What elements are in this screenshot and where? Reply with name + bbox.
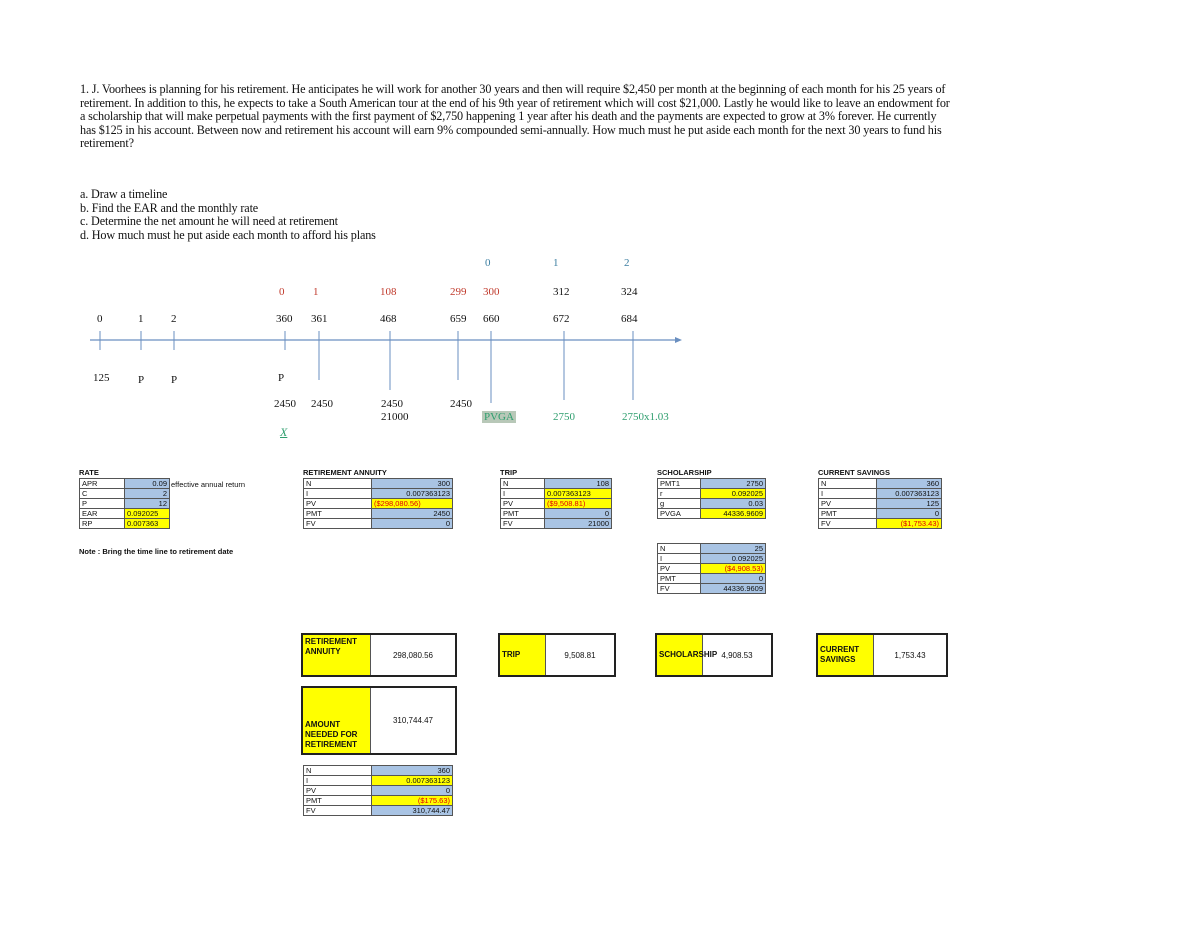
- tl-top-blue-2: 2: [624, 257, 630, 269]
- summary-trip: TRIP 9,508.81: [498, 633, 616, 677]
- current-savings-table: [818, 478, 942, 529]
- summary-amount-needed: AMOUNT NEEDED FOR RETIREMENT 310,744.47: [301, 686, 457, 755]
- scholarship-pv-table: [657, 543, 766, 594]
- scholarship-title: SCHOLARSHIP: [657, 468, 712, 477]
- tl-main-660: 660: [483, 313, 500, 325]
- tl-top-blue-1: 1: [553, 257, 559, 269]
- retirement-annuity-title: RETIREMENT ANNUITY: [303, 468, 387, 477]
- table-row: N 360: [819, 479, 942, 489]
- table-row: PMT1 2750: [658, 479, 766, 489]
- tl-red-1: 1: [313, 286, 319, 298]
- table-row: r 0.092025: [658, 489, 766, 499]
- tl-main-659: 659: [450, 313, 467, 325]
- tl-p-2: P: [171, 374, 178, 386]
- table-row: N 108: [501, 479, 612, 489]
- table-row: I 0.007363123: [819, 489, 942, 499]
- table-row: PV ($9,508.81): [501, 499, 612, 509]
- table-row: RP 0.007363: [80, 519, 170, 529]
- tl-red-299: 299: [450, 286, 467, 298]
- table-row: I 0.007363123: [501, 489, 612, 499]
- table-row: PV ($4,908.53): [658, 564, 766, 574]
- table-row: PMT ($175.63): [304, 796, 453, 806]
- table-row: FV ($1,753.43): [819, 519, 942, 529]
- problem-statement: [80, 83, 950, 151]
- tl-flow-2750: 2750: [553, 411, 575, 423]
- table-row: PV 125: [819, 499, 942, 509]
- table-row: FV 44336.9609: [658, 584, 766, 594]
- table-row: I 0.007363123: [304, 776, 453, 786]
- question-b: b. Find the EAR and the monthly rate: [80, 200, 259, 215]
- table-row: PV 0: [304, 786, 453, 796]
- tl-top-324: 324: [621, 286, 638, 298]
- table-row: N 360: [304, 766, 453, 776]
- tl-flow-468: 2450: [381, 398, 403, 410]
- rate-note: Note : Bring the time line to retirement date: [79, 547, 234, 556]
- table-row: FV 21000: [501, 519, 612, 529]
- current-savings-title: CURRENT SAVINGS: [818, 468, 890, 477]
- table-row: APR 0.09: [80, 479, 170, 489]
- table-row: P 12: [80, 499, 170, 509]
- tl-main-2: 2: [171, 313, 177, 325]
- rate-table: [79, 478, 170, 529]
- tl-flow-659: 2450: [450, 398, 472, 410]
- tl-main-468: 468: [380, 313, 397, 325]
- rate-title: RATE: [79, 468, 99, 477]
- tl-start-125: 125: [93, 372, 110, 384]
- trip-title: TRIP: [500, 468, 518, 477]
- tl-main-0: 0: [97, 313, 103, 325]
- table-row: PV ($298,080.56): [304, 499, 453, 509]
- tl-x-label: X: [280, 425, 288, 439]
- question-d: d. How much must he put aside each month to afford his plans: [80, 227, 376, 242]
- table-row: PMT 0: [658, 574, 766, 584]
- tl-p-360: P: [278, 372, 285, 384]
- tl-flow-trip: 21000: [381, 411, 409, 423]
- retirement-annuity-table: [303, 478, 453, 529]
- problem-text: 1. J. Voorhees is planning for his retirement. He anticipates he will work for another 30 years and then will require $2,450 per month at the beginning of each month for his 25 years of retirement. In addition to this, he expects to take a South American tour at the end of his 9th year of retirement which will cost $21,000. Lastly he would like to leave an endowment for a scholarship that will make perpetual payments with the first payment of $2,750 happening 1 year after his death and the payments are expected to grow at 3% forever. He currently has $125 in his account. Between now and retirement his account will earn 9% compounded semi-annually. How much must he put aside each month for the next 30 years to fund his retirement?: [80, 82, 950, 151]
- table-row: g 0.03: [658, 499, 766, 509]
- question-list: [80, 188, 376, 242]
- table-row: PMT 0: [501, 509, 612, 519]
- summary-current-savings: CURRENT SAVINGS 1,753.43: [816, 633, 948, 677]
- table-row: FV 310,744.47: [304, 806, 453, 816]
- tl-pvga-label: PVGA: [484, 411, 514, 423]
- tl-main-1: 1: [138, 313, 144, 325]
- final-pmt-table: [303, 765, 453, 816]
- rate-side-note: effective annual return: [171, 480, 246, 489]
- table-row: I 0.007363123: [304, 489, 453, 499]
- question-a: a. Draw a timeline: [80, 187, 168, 201]
- tl-red-108: 108: [380, 286, 397, 298]
- tl-flow-360: 2450: [274, 398, 296, 410]
- tl-main-360: 360: [276, 313, 293, 325]
- tl-top-312: 312: [553, 286, 570, 298]
- summary-scholarship: SCHOLARSHIP 4,908.53: [655, 633, 773, 677]
- question-c: c. Determine the net amount he will need at retirement: [80, 214, 338, 229]
- table-row: PMT 0: [819, 509, 942, 519]
- table-row: PVGA 44336.9609: [658, 509, 766, 519]
- tl-p-1: P: [138, 374, 145, 386]
- table-row: I 0.092025: [658, 554, 766, 564]
- table-row: C 2: [80, 489, 170, 499]
- tl-main-361: 361: [311, 313, 328, 325]
- tl-main-672: 672: [553, 313, 570, 325]
- trip-table: [500, 478, 612, 529]
- summary-retirement-annuity: RETIREMENT ANNUITY 298,080.56: [301, 633, 457, 677]
- tl-flow-2750g: 2750x1.03: [622, 411, 669, 423]
- tl-main-684: 684: [621, 313, 638, 325]
- tl-flow-361: 2450: [311, 398, 333, 410]
- table-row: PMT 2450: [304, 509, 453, 519]
- tl-red-300: 300: [483, 286, 500, 298]
- timeline-axis: [90, 325, 690, 405]
- table-row: FV 0: [304, 519, 453, 529]
- tl-red-0: 0: [279, 286, 285, 298]
- table-row: EAR 0.092025: [80, 509, 170, 519]
- table-row: N 25: [658, 544, 766, 554]
- tl-top-blue-0: 0: [485, 257, 491, 269]
- scholarship-table: [657, 478, 766, 519]
- table-row: N 300: [304, 479, 453, 489]
